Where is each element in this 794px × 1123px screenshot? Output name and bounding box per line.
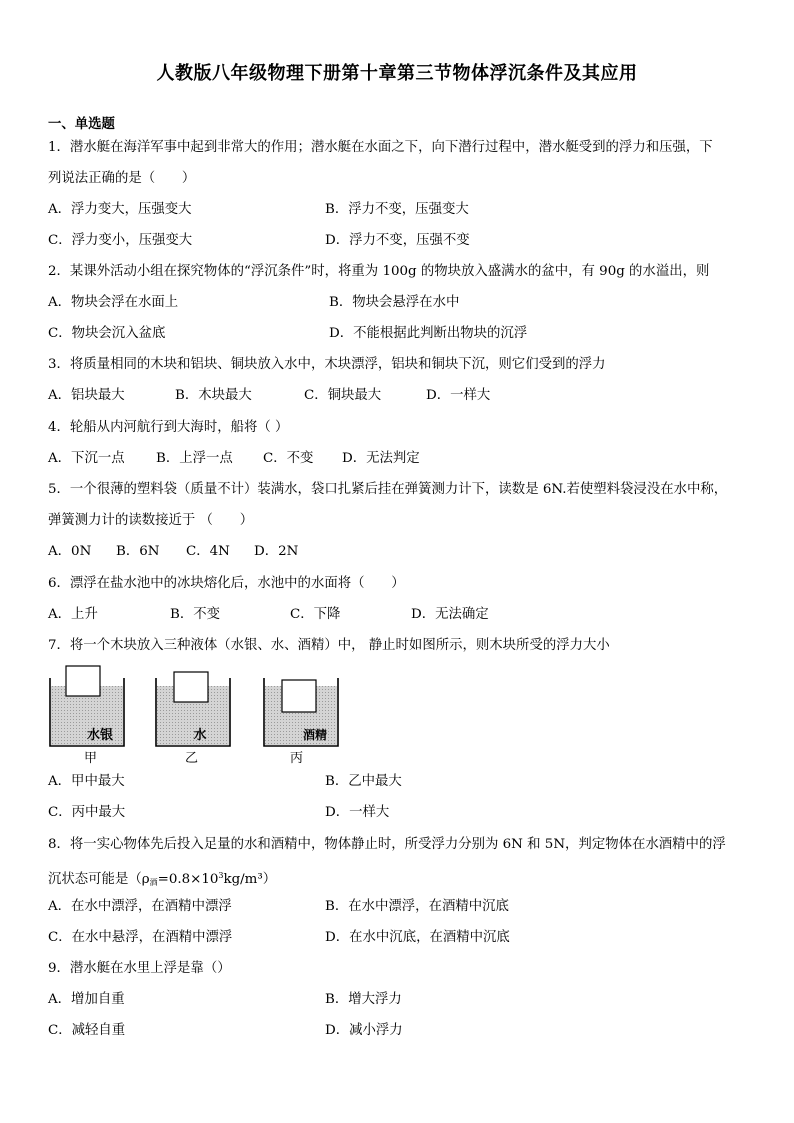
- q4-option-b: B．上浮一点: [156, 451, 233, 466]
- liquid-label-alcohol: 酒精: [302, 728, 328, 742]
- q2-option-c: C．物块会沉入盆底: [48, 326, 166, 341]
- q1-option-a: A．浮力变大，压强变大: [48, 202, 192, 217]
- q8-density-subscript: 酒: [149, 878, 158, 887]
- q9-option-c: C．减轻自重: [48, 1023, 126, 1038]
- three-beakers-figure: [46, 662, 346, 766]
- page-title: 人教版八年级物理下册第十章第三节物体浮沉条件及其应用: [156, 63, 638, 84]
- section-heading: 一、单选题: [48, 117, 115, 132]
- question-8-stem-cont: [48, 867, 276, 892]
- q7-option-d: D．一样大: [325, 805, 390, 820]
- q5-option-b: B．6N: [116, 544, 160, 559]
- question-9-stem: 9．潜水艇在水里上浮是靠（）: [48, 961, 231, 976]
- question-3-stem: 3．将质量相同的木块和铝块、铜块放入水中，木块漂浮，铝块和铜块下沉，则它们受到的浮力: [48, 357, 606, 372]
- question-5-stem-cont: 弹簧测力计的读数接近于 （ ）: [48, 513, 254, 528]
- q6-option-d: D．无法确定: [411, 607, 489, 622]
- q7-option-a: A．甲中最大: [48, 774, 125, 789]
- question-6-stem: 6．漂浮在盐水池中的冰块熔化后，水池中的水面将（ ）: [48, 576, 405, 591]
- q2-option-b: B．物块会悬浮在水中: [329, 295, 460, 310]
- q8-option-d: D．在水中沉底，在酒精中沉底: [325, 930, 510, 945]
- beaker-mercury: [50, 666, 124, 746]
- q8-density-prefix: 沉状态可能是（ρ: [48, 872, 150, 887]
- q1-option-c: C．浮力变小，压强变大: [48, 233, 193, 248]
- caption-jia: 甲: [84, 751, 98, 766]
- q9-option-a: A．增加自重: [48, 992, 125, 1007]
- q2-option-a: A．物块会浮在水面上: [48, 295, 179, 310]
- q8-density-exponent: 3: [218, 871, 224, 880]
- q3-option-a: A．铝块最大: [48, 388, 125, 403]
- q6-option-b: B．不变: [170, 607, 221, 622]
- q7-option-b: B．乙中最大: [325, 774, 402, 789]
- q4-option-d: D．无法判定: [342, 451, 420, 466]
- q8-density-unit: kg/m³）: [223, 872, 277, 887]
- beaker-water: [156, 672, 230, 746]
- q8-option-c: C．在水中悬浮，在酒精中漂浮: [48, 930, 233, 945]
- question-1-stem: 1．潜水艇在海洋军事中起到非常大的作用；潜水艇在水面之下，向下潜行过程中，潜水艇受到的浮力和压强，下: [48, 140, 713, 155]
- wood-block-1: [66, 666, 100, 696]
- q9-option-d: D．减小浮力: [325, 1023, 403, 1038]
- q8-option-a: A．在水中漂浮，在酒精中漂浮: [48, 899, 232, 914]
- q8-option-b: B．在水中漂浮，在酒精中沉底: [325, 899, 509, 914]
- q3-option-b: B．木块最大: [175, 388, 252, 403]
- beakers-svg: [46, 662, 346, 766]
- q3-option-c: C．铜块最大: [304, 388, 382, 403]
- question-7-stem: 7．将一个木块放入三种液体（水银、水、酒精）中， 静止时如图所示，则木块所受的浮力大小: [48, 638, 610, 653]
- q6-option-a: A．上升: [48, 607, 98, 622]
- q9-option-b: B．增大浮力: [325, 992, 402, 1007]
- liquid-label-water: 水: [193, 728, 207, 743]
- q3-option-d: D．一样大: [426, 388, 491, 403]
- q8-density-value: =0.8×10: [157, 872, 219, 887]
- q6-option-c: C．下降: [290, 607, 341, 622]
- beaker-alcohol: [264, 678, 338, 746]
- q1-option-d: D．浮力不变，压强不变: [325, 233, 470, 248]
- q5-option-a: A．0N: [48, 544, 92, 559]
- caption-bing: 丙: [290, 751, 304, 766]
- wood-block-2: [174, 672, 208, 702]
- q5-option-c: C．4N: [186, 544, 230, 559]
- question-4-stem: 4．轮船从内河航行到大海时，船将（ ）: [48, 420, 289, 435]
- question-5-stem: 5．一个很薄的塑料袋（质量不计）装满水，袋口扎紧后挂在弹簧测力计下，读数是 6N.若使塑料袋浸没在水中称，: [48, 482, 728, 497]
- question-1-stem-cont: 列说法正确的是（ ）: [48, 171, 196, 186]
- q5-option-d: D．2N: [254, 544, 299, 559]
- q2-option-d: D．不能根据此判断出物块的沉浮: [329, 326, 528, 341]
- question-2-stem: 2．某课外活动小组在探究物体的“浮沉条件”时，将重为 100g 的物块放入盛满水的盆中，有 90g 的水溢出，则: [48, 264, 710, 279]
- question-8-stem: 8．将一实心物体先后投入足量的水和酒精中，物体静止时，所受浮力分别为 6N 和 5N，判定物体在水酒精中的浮: [48, 837, 726, 852]
- liquid-label-mercury: 水银: [86, 728, 114, 743]
- caption-yi: 乙: [185, 751, 199, 766]
- wood-block-3: [282, 680, 316, 712]
- q4-option-a: A．下沉一点: [48, 451, 125, 466]
- q7-option-c: C．丙中最大: [48, 805, 126, 820]
- q1-option-b: B．浮力不变，压强变大: [325, 202, 469, 217]
- q4-option-c: C．不变: [263, 451, 314, 466]
